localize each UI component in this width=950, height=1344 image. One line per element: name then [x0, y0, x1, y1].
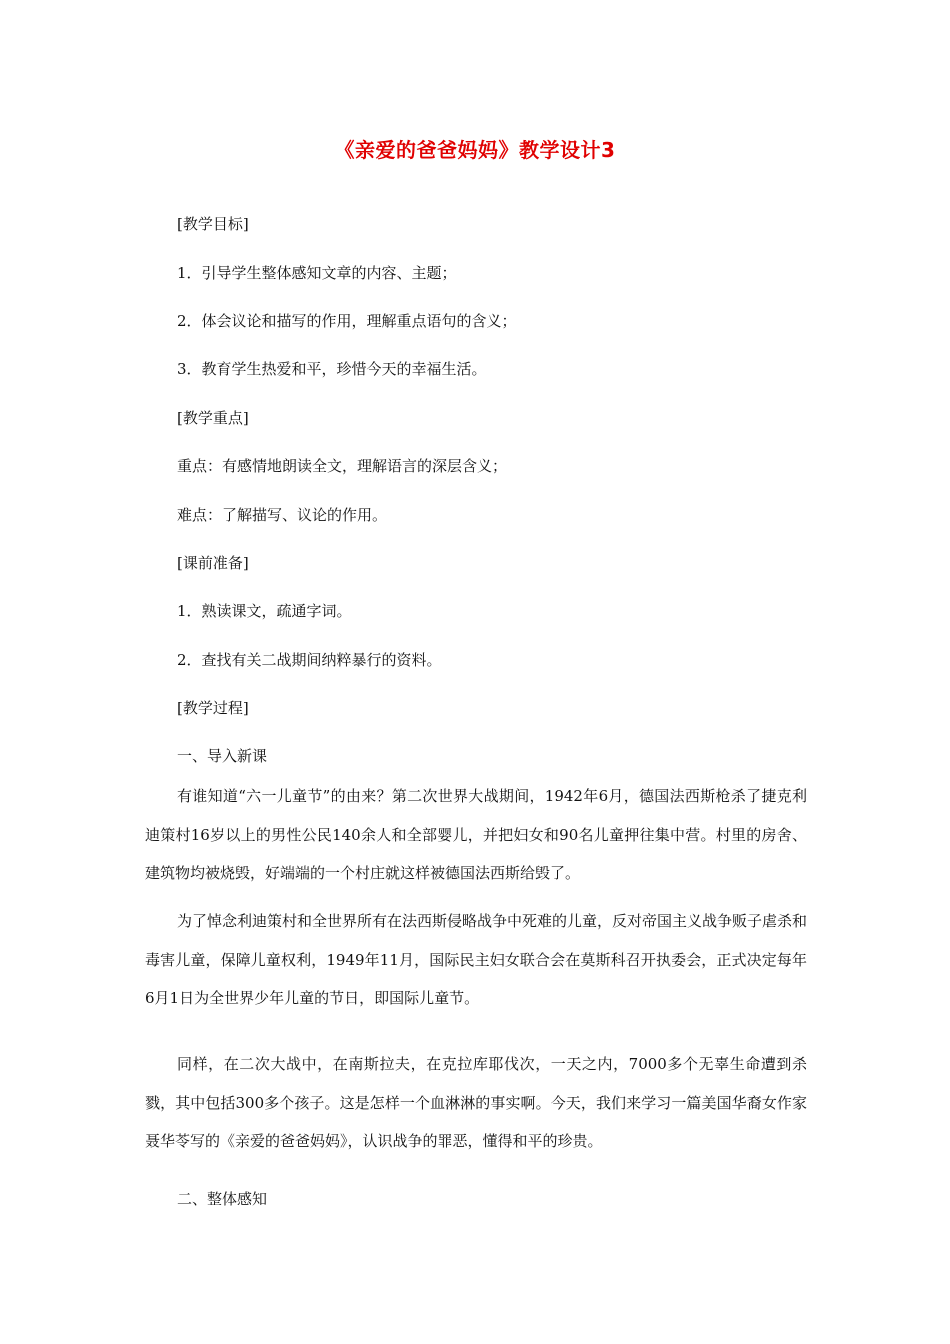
difficult-point: 难点：了解描写、议论的作用。: [177, 506, 388, 524]
key-point: 重点：有感情地朗读全文，理解语言的深层含义；: [177, 457, 508, 475]
key-points-heading: [教学重点]: [177, 409, 249, 427]
body-paragraph: 同样，在二次大战中，在南斯拉夫，在克拉库耶伐次，一天之内，7000多个无辜生命遭到杀戮，其中包括300多个孩子。这是怎样一个血淋淋的事实啊。今天，我们来学习一篇美国华裔女作家聂华苓写的《亲爱的爸爸妈妈》，认识战争的罪恶，懂得和平的珍贵。: [145, 1055, 807, 1150]
body-paragraph: 为了悼念利迪策村和全世界所有在法西斯侵略战争中死难的儿童，反对帝国主义战争贩子虐杀和毒害儿童，保障儿童权利，1949年11月，国际民主妇女联合会在莫斯科召开执委会，正式决定每年6月1日为全世界少年儿童的节日，即国际儿童节。: [145, 912, 808, 1007]
objective-item-1: 1．引导学生整体感知文章的内容、主题；: [177, 264, 457, 282]
objective-item-2: 2．体会议论和描写的作用，理解重点语句的含义；: [177, 312, 517, 330]
objective-item-3: 3．教育学生热爱和平，珍惜今天的幸福生活。: [177, 360, 487, 378]
preparation-heading: [课前准备]: [177, 554, 249, 572]
preparation-item-1: 1．熟读课文，疏通字词。: [177, 602, 352, 620]
body-paragraph: 有谁知道“六一儿童节”的由来？第二次世界大战期间，1942年6月，德国法西斯枪杀了捷克利迪策村16岁以上的男性公民140余人和全部婴儿，并把妇女和90名儿童押往集中营。村里的房舍、建筑物均被烧毁，好端端的一个村庄就这样被德国法西斯给毁了。: [145, 787, 807, 882]
objectives-heading: [教学目标]: [177, 215, 249, 233]
section-heading-overview: 二、整体感知: [177, 1190, 268, 1208]
process-heading: [教学过程]: [177, 699, 249, 717]
document-title: 《亲爱的爸爸妈妈》教学设计3: [334, 138, 616, 162]
section-heading-intro: 一、导入新课: [177, 747, 268, 765]
preparation-item-2: 2．查找有关二战期间纳粹暴行的资料。: [177, 651, 442, 669]
